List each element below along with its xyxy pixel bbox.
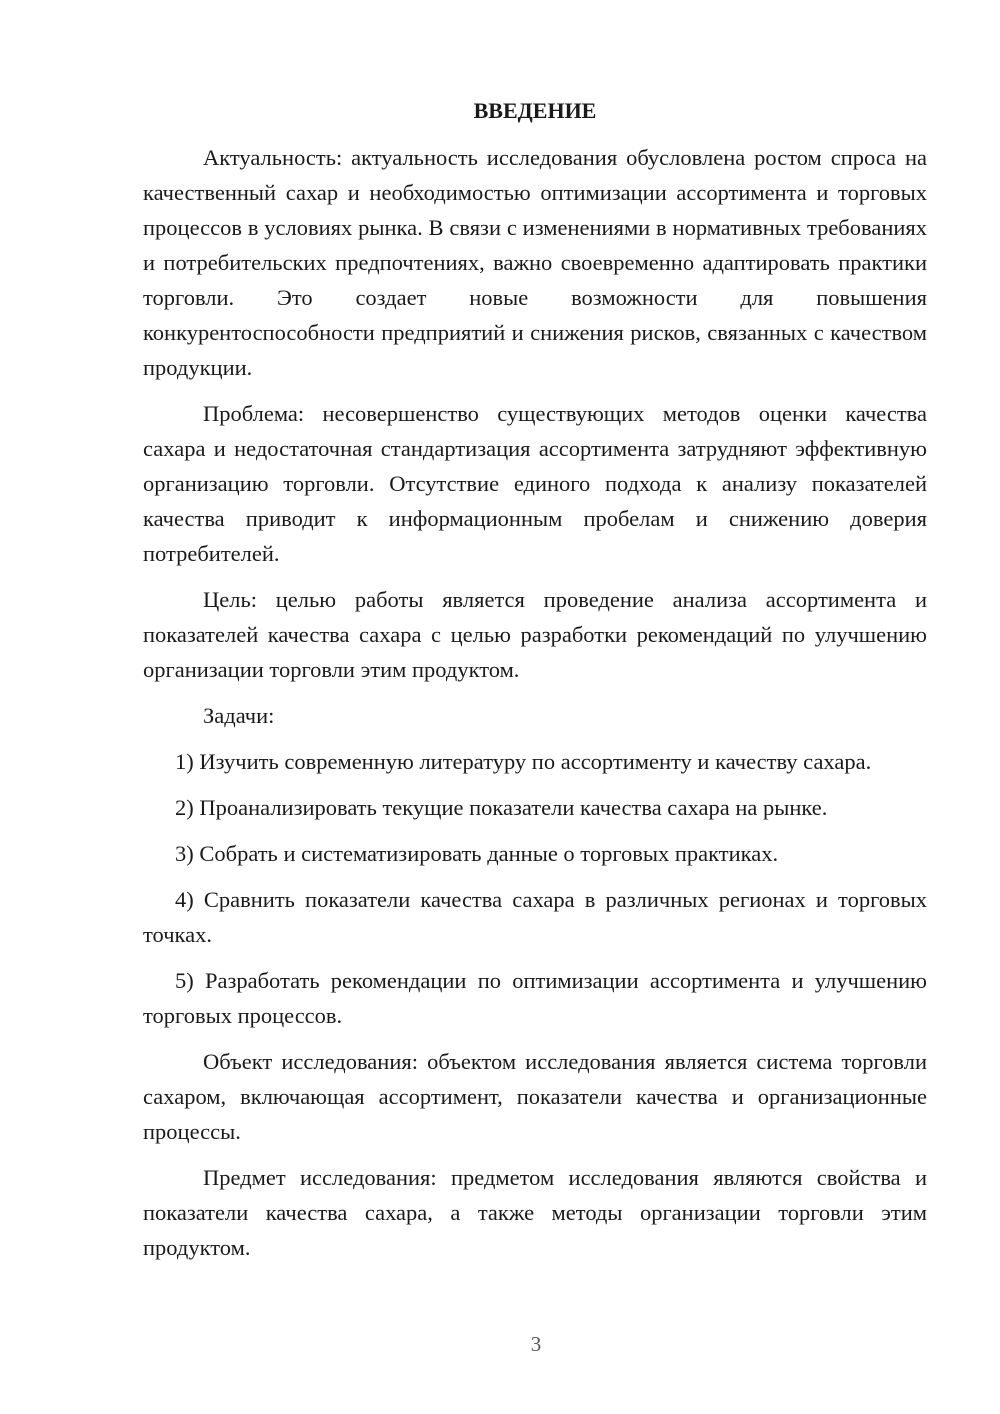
list-item: 5) Разработать рекомендации по оптимизации ассортимента и улучшению торговых процессов.	[143, 968, 927, 1028]
paragraph-relevance: Актуальность: актуальность исследования обусловлена ростом спроса на качественный сахар и необходимостью оптимизации ассортимента и торговых процессов в условиях рынка. В связи с изменениями в нормативных требованиях и потребительских предпочтениях, важно своевременно адаптировать практики торговли. Это создает новые возможности для повышения конкурентоспособности предприятий и снижения рисков, связанных с качеством продукции.	[143, 145, 927, 380]
paragraph-goal: Цель: целью работы является проведение анализа ассортимента и показателей качества сахара с целью разработки рекомендаций по улучшению организации торговли этим продуктом.	[143, 587, 927, 682]
document-page	[143, 92, 927, 1276]
list-item: 3) Собрать и систематизировать данные о торговых практиках.	[175, 841, 779, 866]
page-title: ВВЕДЕНИЕ	[473, 98, 597, 123]
page-number: 3	[530, 1332, 542, 1356]
paragraph-problem: Проблема: несовершенство существующих методов оценки качества сахара и недостаточная стандартизация ассортимента затрудняют эффективную организацию торговли. Отсутствие единого подхода к анализу показателей качества приводит к информационным пробелам и снижению доверия потребителей.	[143, 401, 927, 566]
paragraph-subject: Предмет исследования: предметом исследования являются свойства и показатели качества сахара, а также методы организации торговли этим продуктом.	[143, 1165, 927, 1260]
list-item: 1) Изучить современную литературу по ассортименту и качеству сахара.	[175, 749, 872, 774]
list-item: 2) Проанализировать текущие показатели качества сахара на рынке.	[175, 795, 828, 820]
list-item: 4) Сравнить показатели качества сахара в различных регионах и торговых точках.	[143, 887, 927, 947]
tasks-label: Задачи:	[203, 703, 275, 728]
paragraph-object: Объект исследования: объектом исследования является система торговли сахаром, включающая ассортимент, показатели качества и организационные процессы.	[143, 1049, 927, 1144]
tasks-list	[143, 744, 927, 1033]
